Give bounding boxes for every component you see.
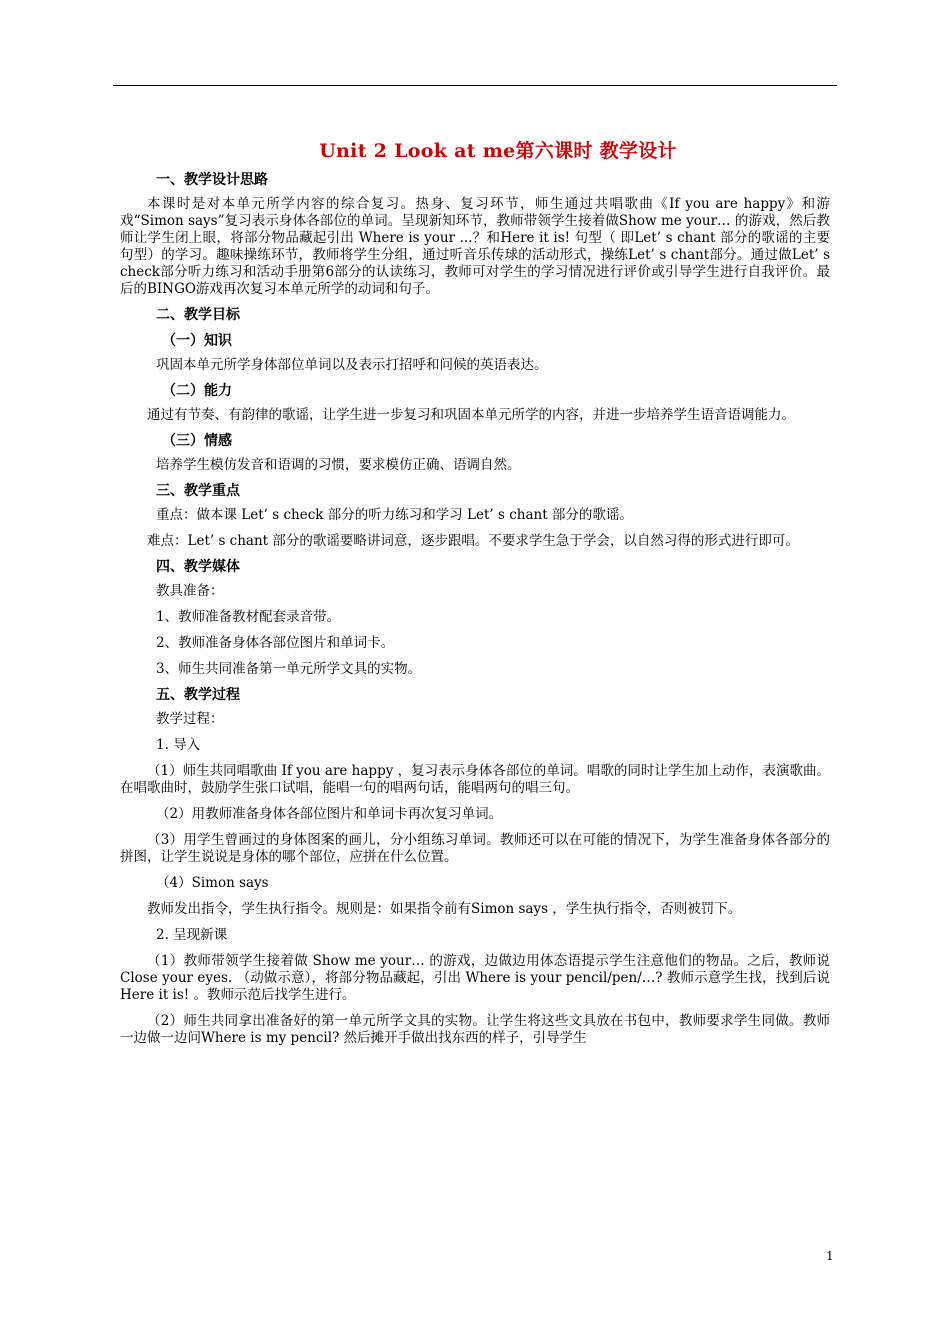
design-idea-paragraph: 本课时是对本单元所学内容的综合复习。热身、复习环节，师生通过共唱歌曲《If you are happy》和游戏“Simon says”复习表示身体各部位的单词。呈现新知环节，教师带领学生接着做Show me your… 的游戏，然后教师让学生闭上眼，将部分物品藏起引出 Where is your ...？和Here it is! 句型（ 即Let’ s chant 部分的歌谣的主要句型）的学习。趣味操练环节，教师将学生分组，通过听音乐传球的活动形式，操练Let’ s chant部分。通过做Let’ s check部分听力练习和活动手册第6部分的认读练习，教师可对学生的学习情况进行评价或引导学生进行自我评价。最后的BINGO游戏再次复习本单元所学的动词和句子。 <box>120 196 830 297</box>
key-point-paragraph: 重点：做本课 Let’ s check 部分的听力练习和学习 Let’ s chant 部分的歌谣。 <box>156 507 633 523</box>
section-heading-media: 四、教学媒体 <box>156 559 240 575</box>
process-paragraph: （4）Simon says <box>156 875 269 891</box>
process-intro: 教学过程： <box>156 711 224 727</box>
ability-paragraph: 通过有节奏、有韵律的歌谣，让学生进一步复习和巩固本单元所学的内容，并进一步培养学生语音语调能力。 <box>147 407 795 423</box>
section-heading-process: 五、教学过程 <box>156 687 240 703</box>
process-paragraph: 教师发出指令，学生执行指令。规则是：如果指令前有Simon says ，学生执行指令，否则被罚下。 <box>147 901 742 917</box>
document-body <box>120 166 830 1056</box>
process-paragraph: （2）师生共同拿出准备好的第一单元所学文具的实物。让学生将这些文具放在书包中，教师要求学生同做。教师一边做一边问Where is my pencil? 然后摊开手做出找东西的样子，引导学生 <box>120 1013 830 1046</box>
process-paragraph: （2）用教师准备身体各部位图片和单词卡再次复习单词。 <box>156 806 503 822</box>
process-paragraph: （3）用学生曾画过的身体图案的画儿，分小组练习单词。教师还可以在可能的情况下，为学生准备身体各部分的拼图，让学生说说是身体的哪个部位，应拼在什么位置。 <box>120 832 830 865</box>
section-heading-key-points: 三、教学重点 <box>156 483 240 499</box>
knowledge-paragraph: 巩固本单元所学身体部位单词以及表示打招呼和问候的英语表达。 <box>156 357 548 373</box>
step-heading-intro: 1. 导入 <box>156 737 201 753</box>
media-item: 3、师生共同准备第一单元所学文具的实物。 <box>156 661 422 677</box>
media-intro: 教具准备： <box>156 583 224 599</box>
step-heading-new-lesson: 2. 呈现新课 <box>156 927 228 943</box>
document-title: Unit 2 Look at me第六课时 教学设计 <box>319 140 677 162</box>
section-heading-design-idea: 一、教学设计思路 <box>156 172 268 188</box>
section-heading-objectives: 二、教学目标 <box>156 307 240 323</box>
process-paragraph: （1）师生共同唱歌曲 If you are happy ，复习表示身体各部位的单词。唱歌的同时让学生加上动作，表演歌曲。在唱歌曲时，鼓励学生张口试唱，能唱一句的唱两句话，能唱两句的唱三句。 <box>120 763 830 796</box>
difficult-point-paragraph: 难点：Let’ s chant 部分的歌谣要略讲词意，逐步跟唱。不要求学生急于学会，以自然习得的形式进行即可。 <box>147 533 799 549</box>
subheading-emotion: （三）情感 <box>162 433 232 449</box>
media-item: 2、教师准备身体各部位图片和单词卡。 <box>156 635 395 651</box>
page-number: 1 <box>826 1249 834 1263</box>
header-rule <box>113 85 837 86</box>
process-paragraph: （1）教师带领学生接着做 Show me your… 的游戏，边做边用体态语提示学生注意他们的物品。之后，教师说 Close your eyes. （动做示意），将部分物品藏起，引出 Where is your pencil/pen/…? 教师示意学生找，找到后说 Here it is! 。教师示范后找学生进行。 <box>120 953 830 1003</box>
subheading-ability: （二）能力 <box>162 383 232 399</box>
media-item: 1、教师准备教材配套录音带。 <box>156 609 341 625</box>
emotion-paragraph: 培养学生模仿发音和语调的习惯，要求模仿正确、语调自然。 <box>156 457 521 473</box>
subheading-knowledge: （一）知识 <box>162 333 232 349</box>
